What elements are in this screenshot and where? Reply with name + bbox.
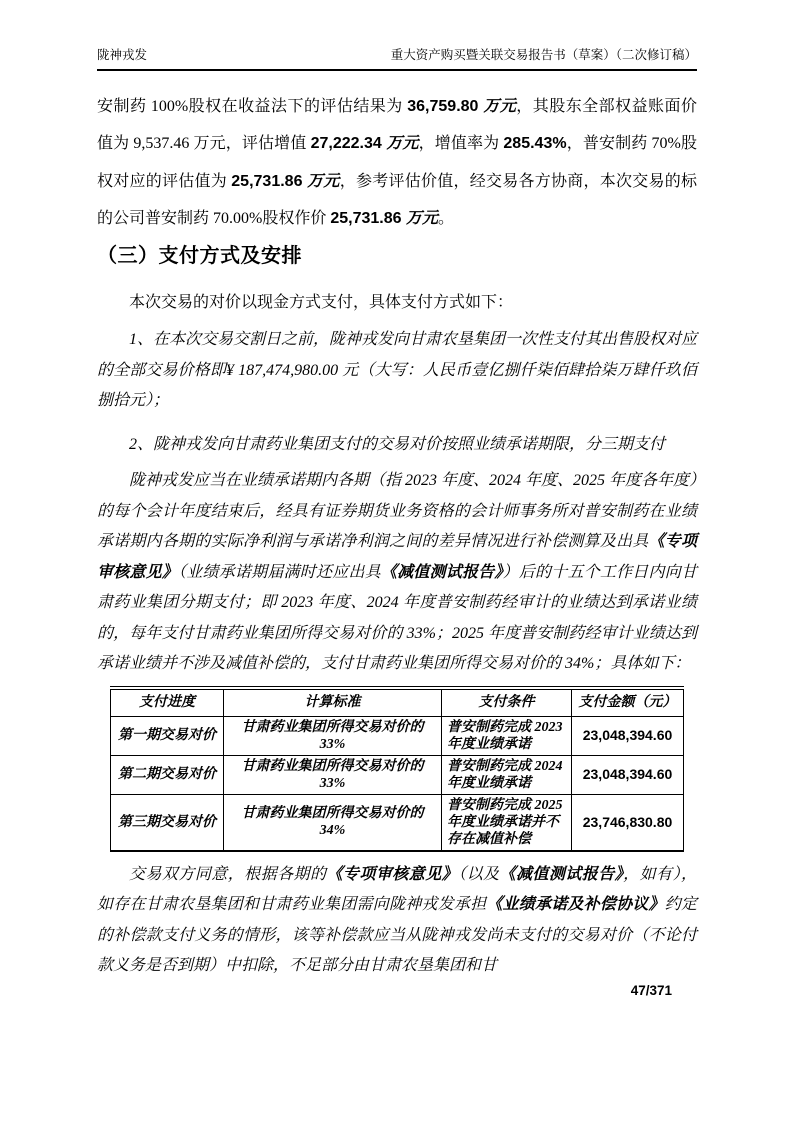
table-cell-condition: 普安制药完成 2024 年度业绩承诺 [442,755,572,794]
table-header-row [111,688,684,717]
table-row [111,716,684,755]
table-row [111,794,684,851]
table-header-amount: 支付金额（元） [572,688,684,717]
paragraph-valuation-result: 安制药 100%股权在收益法下的评估结果为 36,759.80 万元，其股东全部权益账面价值为 9,537.46 万元，评估增值 27,222.34 万元，增值率为 285.43%，普安制药 70%股权对应的评估值为 25,731.86 万元，参考评估价值，经交易各方协商，本次交易的标的公司普安制药 70.00%股权作价 25,731.86 万元。 [97,97,697,228]
page-number: 47/371 [630,982,672,998]
header-report-title: 重大资产购买暨关联交易报告书（草案）（二次修订稿） [390,48,697,62]
paragraph-payment-intro: 本次交易的对价以现金方式支付，具体支付方式如下： [129,293,514,311]
table-cell-condition: 普安制药完成 2023 年度业绩承诺 [442,716,572,755]
table-header-standard: 计算标准 [224,688,442,717]
table-cell-standard: 甘肃药业集团所得交易对价的 33% [224,716,442,755]
table-header-progress: 支付进度 [111,688,224,717]
table-row [111,755,684,794]
table-cell-amount: 23,048,394.60 [572,716,684,755]
paragraph-compensation-deduction: 交易双方同意，根据各期的《专项审核意见》（以及《减值测试报告》，如有），如存在甘肃农垦集团和甘肃药业集团需向陇神戎发承担《业绩承诺及补偿协议》约定的补偿款支付义务的情形，该等补偿款应当从陇神戎发尚未支付的交易对价（不论付款义务是否到期）中扣除，不足部分由甘肃农垦集团和甘 [97,865,697,975]
page-content [97,48,697,998]
paragraph-item-2: 2、陇神戎发向甘肃药业集团支付的交易对价按照业绩承诺期限，分三期支付 [129,435,666,453]
table-cell-progress: 第三期交易对价 [111,794,224,851]
table-cell-standard: 甘肃药业集团所得交易对价的 34% [224,794,442,851]
table-cell-progress: 第二期交易对价 [111,755,224,794]
payment-schedule-table [110,686,684,852]
table-header-condition: 支付条件 [442,688,572,717]
table-cell-amount: 23,048,394.60 [572,755,684,794]
table-cell-amount: 23,746,830.80 [572,794,684,851]
section-heading-payment: （三）支付方式及安排 [97,244,302,267]
header-company-name: 陇神戎发 [97,48,148,62]
table-cell-progress: 第一期交易对价 [111,716,224,755]
paragraph-installment-detail: 陇神戎发应当在业绩承诺期内各期（指 2023 年度、2024 年度、2025 年度各年度）的每个会计年度结束后，经具有证券期货业务资格的会计师事务所对普安制药在业绩承诺期内各期的实际净利润与承诺净利润之间的差异情况进行补偿测算及出具《专项审核意见》（业绩承诺期届满时还应出具《减值测试报告》）后的十五个工作日内向甘肃药业集团分期支付；即 2023 年度、2024 年度普安制药经审计的业绩达到承诺业绩的，每年支付甘肃药业集团所得交易对价的 33%；2025 年度普安制药经审计业绩达到承诺业绩并不涉及减值补偿的，支付甘肃药业集团所得交易对价的 34%；具体如下： [97,472,698,673]
paragraph-item-1: 1、在本次交易交割日之前，陇神戎发向甘肃农垦集团一次性支付其出售股权对应的全部交易价格即¥ 187,474,980.00 元（大写：人民币壹亿捌仟柒佰肆拾柒万肆仟玖佰捌拾元）； [97,331,698,410]
table-cell-standard: 甘肃药业集团所得交易对价的 33% [224,755,442,794]
doc-header [97,48,697,71]
table-cell-condition: 普安制药完成 2025 年度业绩承诺并不存在减值补偿 [442,794,572,851]
